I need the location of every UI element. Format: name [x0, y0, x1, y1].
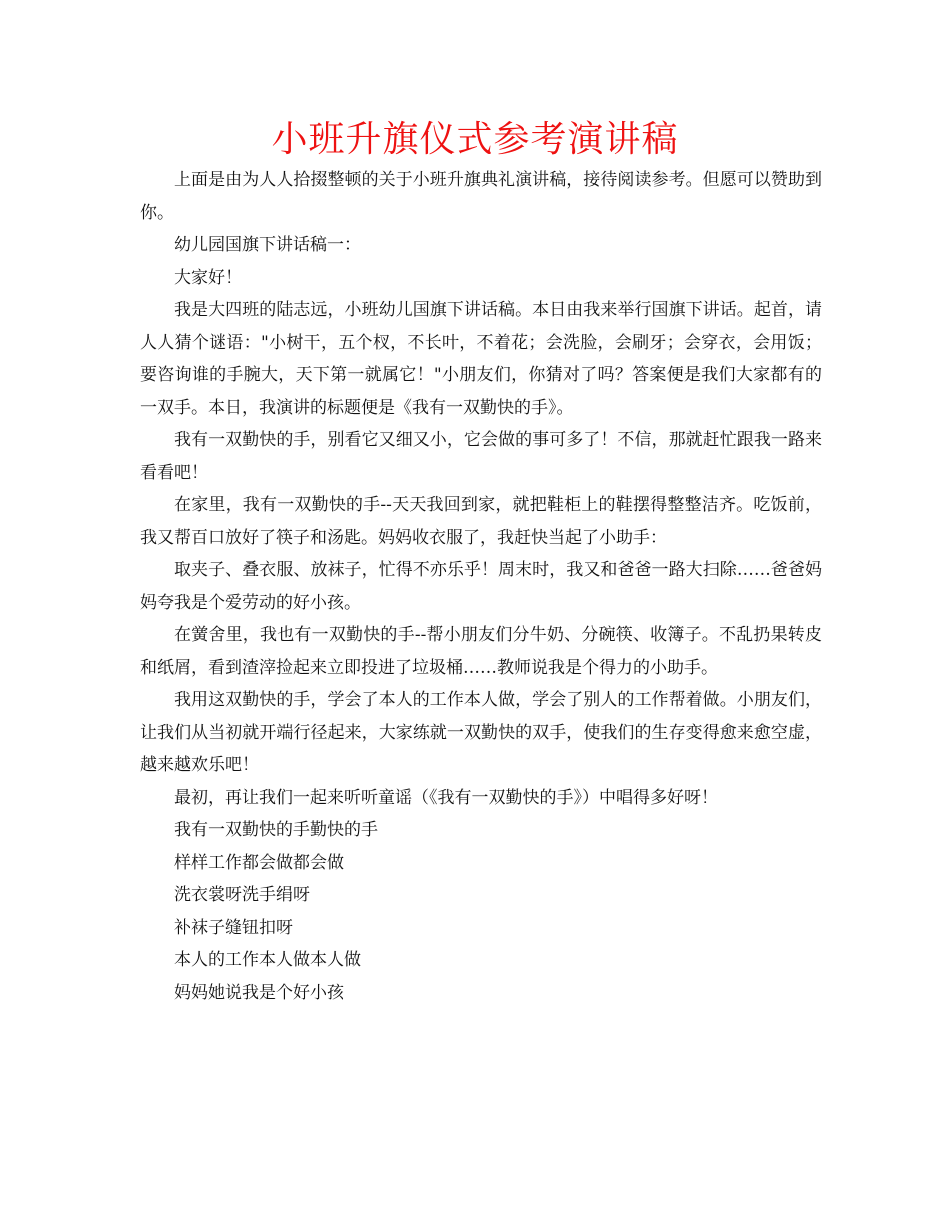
paragraph-intro: 上面是由为人人拾掇整顿的关于小班升旗典礼演讲稿，接待阅读参考。但愿可以赞助到你。 — [140, 170, 822, 223]
paragraph: 在黉舍里，我也有一双勤快的手--帮小朋友们分牛奶、分碗筷、收簿子。不乱扔果转皮和纸屑，看到渣滓捡起来立即投进了垃圾桶……教师说我是个得力的小助手。 — [140, 625, 822, 678]
paragraph: 最初，再让我们一起来听听童谣（《我有一双勤快的手》）中唱得多好呀！ — [174, 787, 718, 808]
document-body — [140, 164, 822, 1009]
song-line: 妈妈她说我是个好小孩 — [174, 982, 344, 1003]
paragraph: 我是大四班的陆志远，小班幼儿国旗下讲话稿。本日由我来举行国旗下讲话。起首，请人人猜个谜语："小树干，五个杈，不长叶，不着花；会洗脸，会刷牙；会穿衣，会用饭；要咨询谁的手腕大，天下第一就属它！"小朋友们，你猜对了吗？答案便是我们大家都有的一双手。本日，我演讲的标题便是《我有一双勤快的手》。 — [140, 300, 822, 418]
page-title: 小班升旗仪式参考演讲稿 — [271, 119, 679, 160]
paragraph-greeting: 大家好！ — [174, 267, 242, 288]
paragraph: 我用这双勤快的手，学会了本人的工作本人做，学会了别人的工作帮着做。小朋友们，让我们从当初就开端行径起来，大家练就一双勤快的双手，使我们的生存变得愈来愈空虚，越来越欢乐吧！ — [140, 690, 822, 775]
paragraph: 取夹子、叠衣服、放袜子，忙得不亦乐乎！周末时，我又和爸爸一路大扫除……爸爸妈妈夸我是个爱劳动的好小孩。 — [140, 560, 822, 613]
song-line: 我有一双勤快的手勤快的手 — [174, 820, 378, 840]
song-line: 补袜子缝钮扣呀 — [174, 917, 293, 938]
paragraph: 在家里，我有一双勤快的手--天天我回到家，就把鞋柜上的鞋摆得整整洁齐。吃饭前，我又帮百口放好了筷子和汤匙。妈妈收衣服了，我赶快当起了小助手： — [140, 495, 822, 548]
song-line: 洗衣裳呀洗手绢呀 — [174, 885, 310, 905]
song-line: 样样工作都会做都会做 — [174, 852, 344, 873]
paragraph-heading: 幼儿园国旗下讲话稿一： — [174, 235, 361, 255]
paragraph: 我有一双勤快的手，别看它又细又小，它会做的事可多了！不信，那就赶忙跟我一路来看看吧！ — [140, 430, 822, 483]
song-line: 本人的工作本人做本人做 — [174, 950, 361, 970]
